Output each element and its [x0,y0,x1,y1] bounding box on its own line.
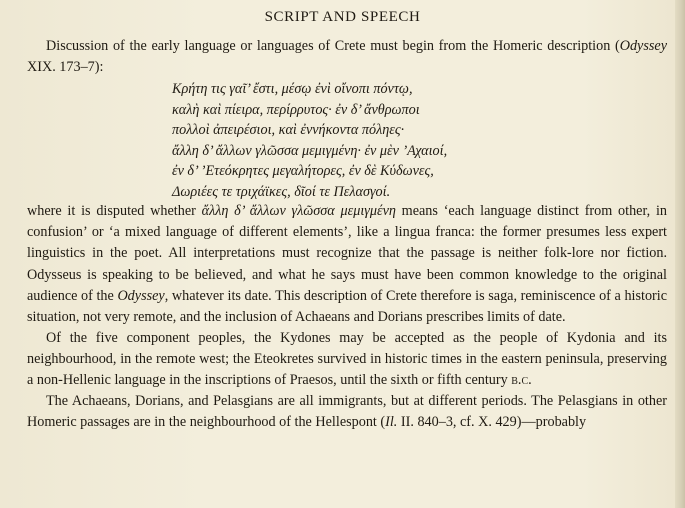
page-edge [675,0,685,508]
greek-line: Δωριέες τε τριχάϊκες, δῖοί τε Πελασγοί. [172,183,391,200]
discussion-paragraph [27,201,667,328]
paragraph-text: where it is disputed whether [27,203,202,219]
greek-line: καλὴ καὶ πίειρα, περίρρυτος· ἐν δ’ ἄνθρωποι [172,101,420,118]
peoples-paragraph [27,328,667,392]
odyssey-title: Odyssey [117,287,165,304]
iliad-reference: Il. [385,414,398,431]
paragraph-text: The Achaeans, Dorians, and Pelasgians are all immigrants, but at different periods. The Pelasgians in other Homeric passages are in the neighbourhood of the Hellespont ( [27,393,667,431]
paragraph-text: means ‘each language distinct from other, in confusion’ or ‘a mixed language of different elements’, like a lingua franca: the former presumes less expert linguistics in the poet. All interpretations must recognize that the passage is neither folk-lore nor fiction. Odysseus is speaking to be believed, and what he says must have been common knowledge to the original audience of the [27,203,667,304]
page-heading: SCRIPT AND SPEECH [264,9,421,25]
greek-phrase: ἄλλη δ’ ἄλλων γλῶσσα μεμιγμένη [201,203,396,219]
paragraph-text: Of the five component peoples, the Kydones may be accepted as the people of Kydonia and its neighbourhood, in the remote west; the Eteokretes survived in historic times in the eastern peninsula, preserving a non-Hellenic language in the inscriptions of Praesos, until the sixth or fifth century [27,330,667,389]
intro-paragraph [27,36,667,78]
paragraph-text: , whatever its date. This description of Crete therefore is saga, reminiscence of a historic situation, not very remote, and the inclusion of Achaeans and Dorians prescribes limits of date. [27,287,668,326]
greek-line: Κρήτη τις γαῖ’ ἔστι, μέσῳ ἐνὶ οἴνοπι πόντῳ, [172,81,413,97]
greek-line: πολλοὶ ἀπειρέσιοι, καὶ ἐννήκοντα πόληες· [172,122,405,138]
odyssey-title: Odyssey [619,38,667,54]
immigrants-paragraph [27,391,667,433]
paragraph-text: II. 840–3, cf. X. 429)—probably [397,414,587,431]
greek-line: ἐν δ’ ’Ετεόκρητες μεγαλήτορες, ἐν δὲ Κύδωνες, [172,163,434,179]
greek-quotation [172,79,447,202]
intro-reference: XIX. 173–7): [27,59,104,76]
intro-text: Discussion of the early language or languages of Crete must begin from the Homeric description ( [46,38,620,54]
era-abbreviation: b.c. [511,372,532,389]
greek-line: ἄλλη δ’ ἄλλων γλῶσσα μεμιγμένη· ἐν μὲν ’Αχαιοί, [172,142,448,159]
